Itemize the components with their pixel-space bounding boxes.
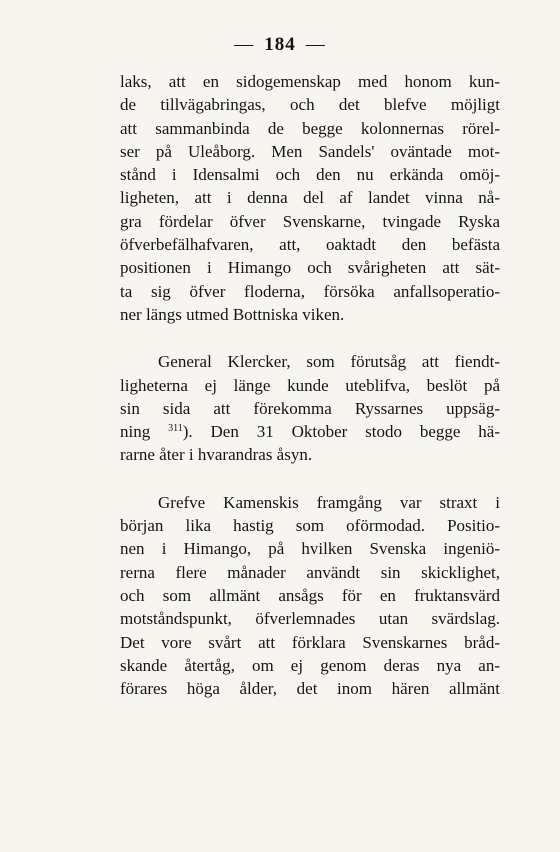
paragraph-3 (120, 491, 500, 701)
text-line: nen i Himango, på hvilken Svenska ingeniö- (120, 539, 500, 559)
header-dash-left: — (234, 34, 255, 55)
text-line: rarne åter i hvarandras åsyn. (120, 445, 313, 465)
page-header (0, 34, 560, 56)
text-fragment: ). Den 31 Oktober stodo begge hä- (182, 422, 501, 442)
text-fragment: ning (120, 422, 151, 442)
text-line: de tillvägabringas, och det blefve möjligt (120, 95, 500, 115)
footnote-ref: 311 (168, 423, 183, 435)
text-line: öfverbefälhafvaren, att, oaktadt den befästa (120, 235, 500, 255)
text-line: positionen i Himango och svårigheten att sät- (120, 258, 500, 278)
paragraph-2 (120, 350, 500, 466)
text-line: skande återtåg, om ej genom deras nya an- (120, 655, 500, 675)
text-line: ta sig öfver floderna, försöka anfallsoperatio- (120, 281, 500, 301)
text-line: Grefve Kamenskis framgång var straxt i (158, 492, 500, 512)
text-line: ligheterna ej länge kunde uteblifva, beslöt på (120, 375, 500, 395)
text-line: rerna flere månader användt sin skicklighet, (120, 562, 500, 582)
paragraph-1 (120, 70, 500, 326)
text-line: sin sida att förekomma Ryssarnes uppsäg- (120, 398, 500, 418)
text-line: ner längs utmed Bottniska viken. (120, 304, 345, 324)
text-line: att sammanbinda de begge kolonnernas rörel- (120, 118, 500, 138)
text-line: ligheten, att i denna del af landet vinna nå- (120, 188, 500, 208)
body-text (120, 70, 500, 700)
text-line: stånd i Idensalmi och den nu erkända omöj- (120, 165, 500, 185)
text-line: Det vore svårt att förklara Svenskarnes bråd- (120, 632, 500, 652)
text-line: ser på Uleåborg. Men Sandels' oväntade mot- (120, 141, 500, 161)
text-line: General Klercker, som förutsåg att fiendt- (158, 352, 500, 372)
page-number: 184 (264, 34, 296, 55)
text-line: och som allmänt ansågs för en fruktansvärd (120, 585, 500, 605)
text-line: laks, att en sidogemenskap med honom kun- (120, 72, 500, 91)
text-line: motståndspunkt, öfverlemnades utan svärdslag. (120, 609, 500, 629)
text-line: gra fördelar öfver Svenskarne, tvingade Ryska (120, 211, 500, 231)
text-line: förares höga ålder, det inom hären allmänt (120, 679, 500, 699)
header-dash-right: — (305, 34, 326, 55)
text-line-with-footnote (120, 420, 500, 443)
text-line: början lika hastig som oförmodad. Positio- (120, 516, 500, 536)
